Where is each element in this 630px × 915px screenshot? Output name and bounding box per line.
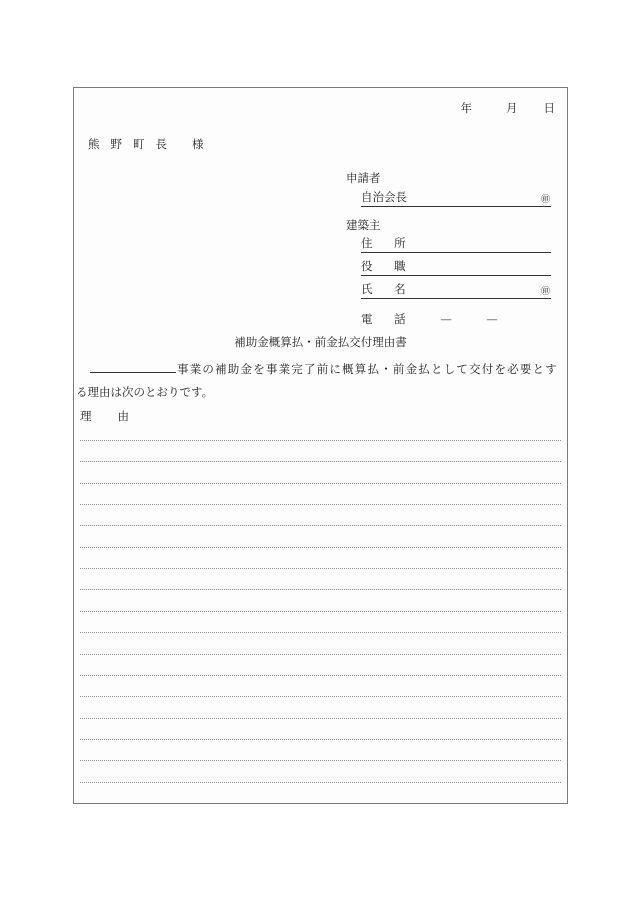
body-text-1: 事業の補助金を事業完了前に概算払・前金払として交付を必要とす xyxy=(177,362,558,376)
builder-position-label: 役 職 xyxy=(361,259,415,273)
reason-writing-line[interactable] xyxy=(80,568,561,569)
builder-heading: 建築主 xyxy=(346,218,381,232)
date-year-label: 年 xyxy=(460,101,472,115)
builder-position-field[interactable] xyxy=(361,259,551,276)
reason-writing-line[interactable] xyxy=(80,483,561,484)
reason-writing-line[interactable] xyxy=(80,760,561,761)
reason-writing-line[interactable] xyxy=(80,696,561,697)
reason-writing-line[interactable] xyxy=(80,589,561,590)
seal-mark-icon: ㊞ xyxy=(540,195,550,205)
builder-address-label: 住 所 xyxy=(361,236,415,250)
reason-writing-line[interactable] xyxy=(80,461,561,462)
reason-writing-line[interactable] xyxy=(80,632,561,633)
builder-address-field[interactable] xyxy=(361,236,551,253)
applicant-heading: 申請者 xyxy=(346,171,381,185)
reason-writing-line[interactable] xyxy=(80,525,561,526)
body-line-2: る理由は次のとおりです。 xyxy=(76,385,214,399)
builder-name-field[interactable] xyxy=(361,282,551,299)
reason-writing-line[interactable] xyxy=(80,718,561,719)
reason-writing-line[interactable] xyxy=(80,654,561,655)
builder-phone-dashes[interactable]: — — xyxy=(440,312,498,326)
reason-writing-line[interactable] xyxy=(80,504,561,505)
reason-writing-line[interactable] xyxy=(80,782,561,783)
seal-mark-icon: ㊞ xyxy=(540,287,550,297)
date-month-label: 月 xyxy=(506,101,518,115)
body-line-1 xyxy=(90,361,558,376)
project-name-blank[interactable] xyxy=(90,361,176,373)
builder-phone-label: 電 話 xyxy=(361,312,415,326)
date-row xyxy=(461,101,556,115)
addressee xyxy=(88,137,215,151)
addressee-honorific: 様 xyxy=(192,137,215,151)
reason-writing-line[interactable] xyxy=(80,675,561,676)
addressee-name: 熊野町長 xyxy=(88,137,178,151)
builder-name-label: 氏 名 xyxy=(361,282,415,296)
builder-phone-row xyxy=(361,312,498,326)
applicant-role-label: 自治会長 xyxy=(361,190,407,204)
reason-writing-line[interactable] xyxy=(80,440,561,441)
document-title: 補助金概算払・前金払交付理由書 xyxy=(234,335,407,349)
form-border xyxy=(73,87,568,804)
reason-writing-line[interactable] xyxy=(80,611,561,612)
reason-writing-line[interactable] xyxy=(80,739,561,740)
applicant-role-field[interactable] xyxy=(361,190,551,207)
reason-label: 理 由 xyxy=(80,409,129,423)
date-day-label: 日 xyxy=(543,101,555,115)
reason-writing-line[interactable] xyxy=(80,547,561,548)
